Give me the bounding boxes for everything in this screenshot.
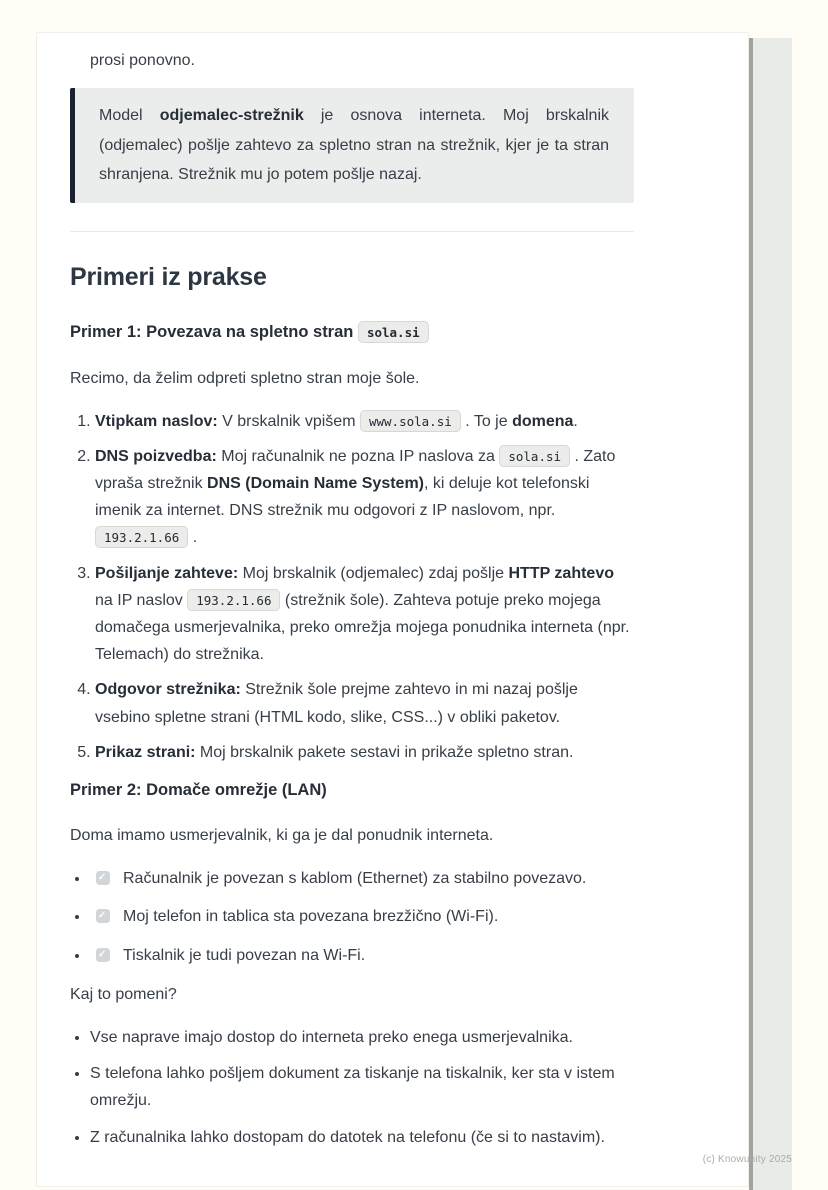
text-run: je osnova interneta. Moj brskalnik (odjemalec) pošlje zahtevo za spletno stran na strežnik, kjer je ta stran shranjena. Strežnik mu jo potem pošlje nazaj. (99, 107, 609, 184)
checkbox[interactable] (96, 948, 110, 962)
task-label: Tiskalnik je tudi povezan na Wi-Fi. (123, 946, 366, 964)
text-run: Moj brskalnik (odjemalec) zdaj pošlje (238, 564, 509, 582)
inline-code: sola.si (358, 321, 429, 343)
text-run: Moj računalnik ne pozna IP naslova za (216, 447, 500, 465)
task-label: Moj telefon in tablica sta povezana brezžično (Wi-Fi). (123, 908, 499, 926)
task-label: Računalnik je povezan s kablom (Ethernet) za stabilno povezavo. (123, 870, 587, 888)
inline-code: sola.si (499, 445, 570, 467)
step-item (95, 443, 634, 552)
text-run: (strežnik šole). Zahteva potuje preko mojega domačega usmerjevalnika, preko omrežja mojega ponudnika interneta (npr. Telemach) do strežnika. (95, 591, 630, 664)
text-run: Primer 1: Povezava na spletno stran (70, 323, 358, 342)
text-run: . Zato vpraša strežnik (95, 447, 616, 493)
step-item (95, 560, 634, 669)
text-run: Strežnik šole prejme zahtevo in mi nazaj pošlje vsebino spletne strani (HTML kodo, slike, CSS...) v obliki paketov. (95, 681, 578, 726)
list-item: • Z računalnika lahko dostopam do datotek na telefonu (če si to nastavim). (90, 1124, 634, 1151)
bold-text: Vtipkam naslov: (95, 412, 218, 430)
bold-text: Prikaz strani: (95, 743, 196, 761)
inline-code: 193.2.1.66 (187, 589, 280, 611)
checkbox[interactable] (96, 871, 110, 885)
task-item (90, 942, 634, 969)
text-run: na IP naslov (95, 591, 188, 609)
text-run: . To je (460, 412, 513, 430)
callout-text (99, 101, 609, 190)
text-run: Moj brskalnik pakete sestavi in prikaže spletno stran. (195, 743, 574, 761)
bold-text: odjemalec-strežnik (159, 107, 304, 125)
checkbox[interactable] (96, 909, 110, 923)
divider (70, 231, 634, 232)
task-item (90, 903, 634, 930)
question-text: Kaj to pomeni? (70, 985, 177, 1003)
document-page (36, 32, 749, 1187)
text-run: . (188, 529, 198, 547)
example1-lead: Recimo, da želim odpreti spletno stran moje šole. (70, 369, 420, 387)
check-icon: • ✓ (98, 948, 107, 960)
bold-text: DNS poizvedba: (95, 447, 217, 465)
watermark: (c) Knowunity 2025 (702, 1153, 792, 1165)
step-item (95, 408, 634, 435)
task-list (70, 865, 634, 969)
text-run: , ki deluje kot telefonski imenik za internet. DNS strežnik mu odgovori z IP naslovom, npr. (95, 475, 590, 520)
document-wrapper (36, 32, 792, 1187)
steps-list (70, 408, 634, 766)
check-icon: • ✓ (98, 910, 107, 922)
example1-heading (70, 318, 634, 346)
inline-code: 193.2.1.66 (95, 526, 188, 548)
text-run: . (573, 412, 578, 430)
step-item (95, 676, 634, 730)
example2-lead: Doma imamo usmerjevalnik, ki ga je dal ponudnik interneta. (70, 827, 494, 844)
inline-code: www.sola.si (360, 410, 461, 432)
bold-text: domena (512, 412, 574, 430)
callout-blockquote (70, 88, 634, 203)
text-run: Model (99, 107, 160, 125)
task-item (90, 865, 634, 892)
scrollbar[interactable] (749, 38, 792, 1190)
list-item: • S telefona lahko pošljem dokument za tiskanje na tiskalnik, ker sta v istem omrežju. (90, 1060, 634, 1114)
check-icon: • ✓ (98, 872, 107, 884)
implications-list (70, 1024, 634, 1151)
bold-text: DNS (Domain Name System) (207, 475, 424, 493)
bold-text: Pošiljanje zahteve: (95, 564, 239, 582)
section-heading: Primeri iz prakse (70, 262, 267, 291)
bold-text: Odgovor strežnika: (95, 681, 241, 699)
list-item: • Vse naprave imajo dostop do interneta preko enega usmerjevalnika. (90, 1024, 634, 1051)
bold-text: HTTP zahtevo (508, 564, 614, 582)
paragraph-continuation: prosi ponovno. (90, 52, 195, 69)
example2-heading: Primer 2: Domače omrežje (LAN) (70, 780, 327, 799)
step-item (95, 739, 634, 766)
text-run: V brskalnik vpišem (217, 412, 360, 430)
